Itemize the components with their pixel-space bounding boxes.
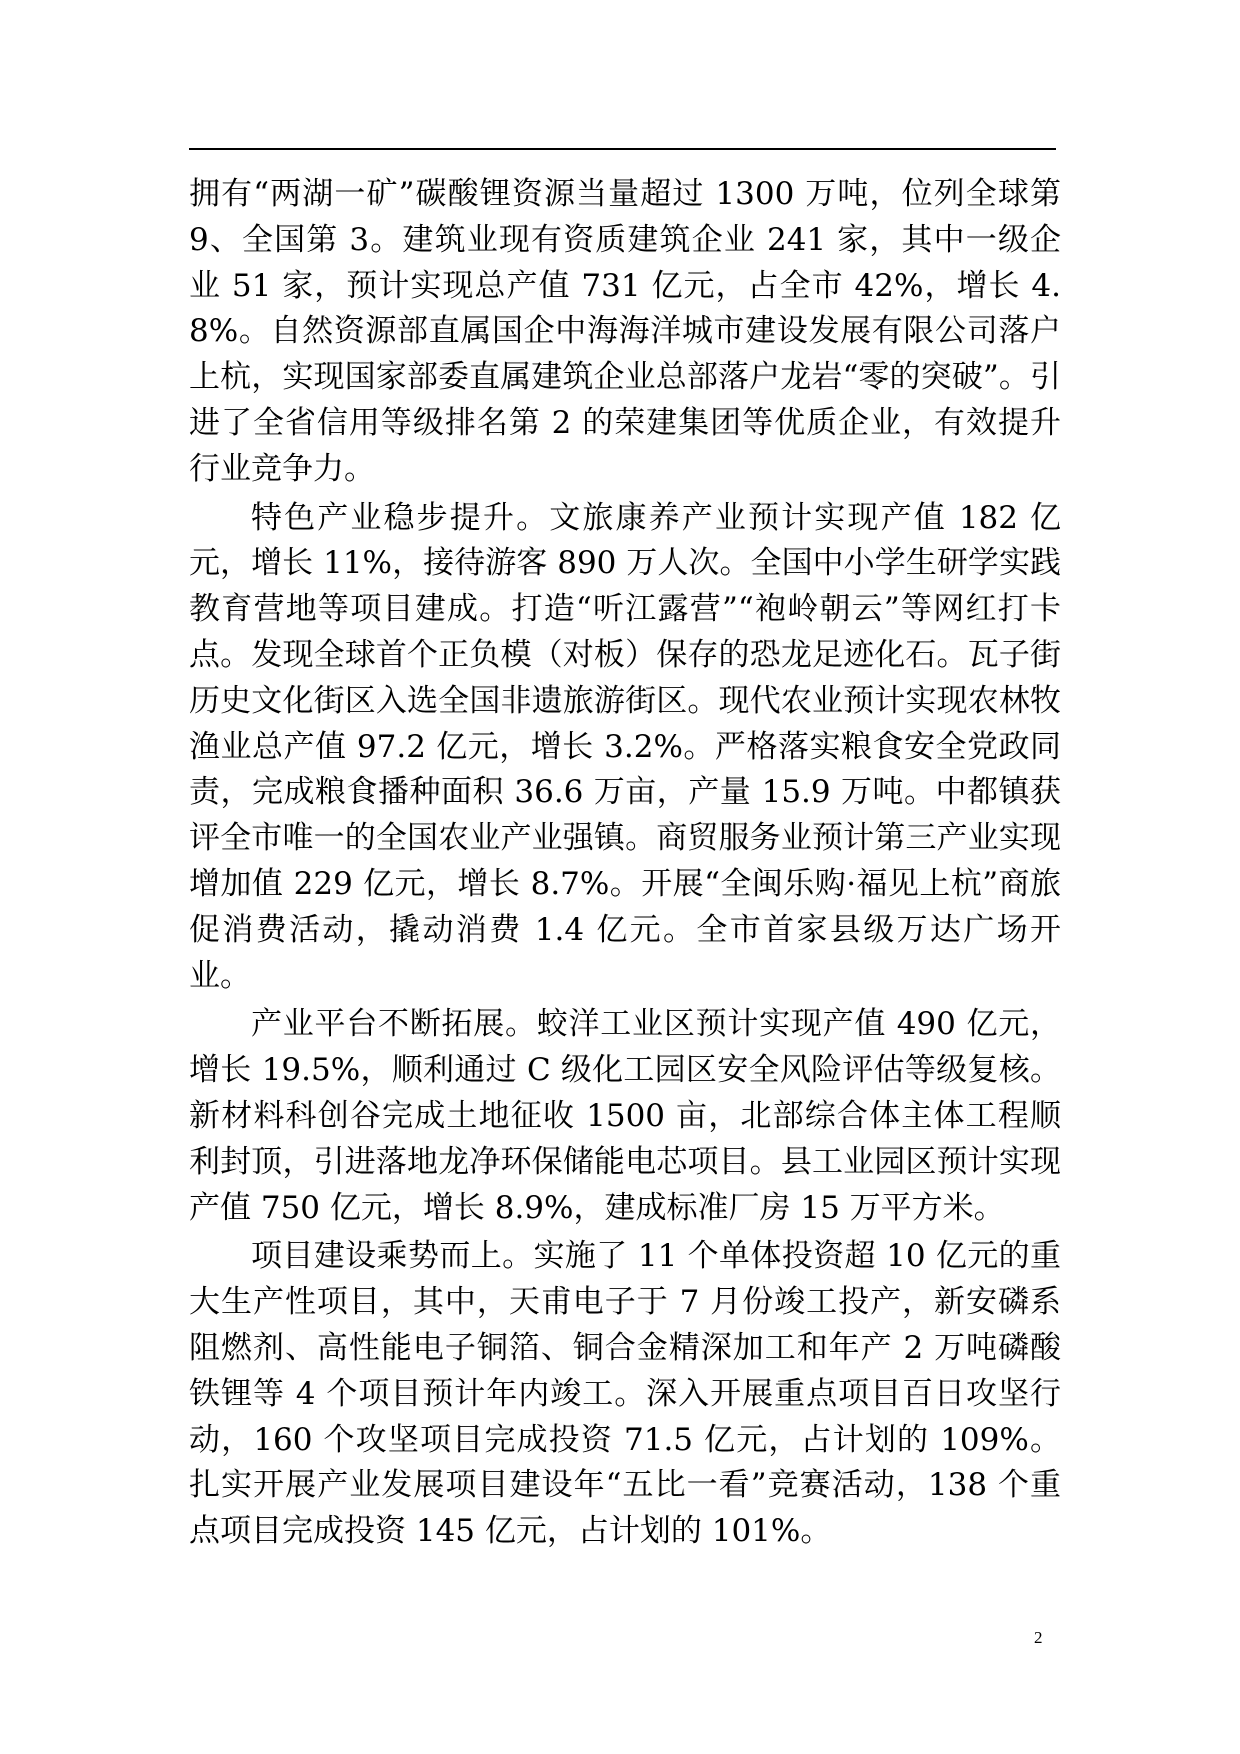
paragraph-industrial-platforms: 产业平台不断拓展。蛟洋工业区预计实现产值 490 亿元，增长 19.5%，顺利通过 C 级化工园区安全风险评估等级复核。新材料科创谷完成土地征收 1500 亩，北部综合体主体工程顺利封顶，引进落地龙净环保储能电芯项目。县工业园区预计实现产值 750 亿元，增长 8.9%，建成标准厂房 15 万平方米。 (189, 1006, 1061, 1226)
page-number: 2 (1034, 1628, 1043, 1647)
paragraph-project-construction: 项目建设乘势而上。实施了 11 个单体投资超 10 亿元的重大生产性项目，其中，天甫电子于 7 月份竣工投产，新安磷系阻燃剂、高性能电子铜箔、铜合金精深加工和年产 2 万吨磷酸铁锂等 4 个项目预计年内竣工。深入开展重点项目百日攻坚行动，160 个攻坚项目完成投资 71.5 亿元，占计划的 109%。扎实开展产业发展项目建设年“五比一看”竞赛活动，138 个重点项目完成投资 145 亿元，占计划的 101%。 (189, 1238, 1061, 1550)
header-rule (189, 148, 1056, 150)
document-body (189, 172, 1061, 1555)
paragraph-continued: 拥有“两湖一矿”碳酸锂资源当量超过 1300 万吨，位列全球第 9、全国第 3。建筑业现有资质建筑企业 241 家，其中一级企业 51 家，预计实现总产值 731 亿元，占全市 42%，增长 4.8%。自然资源部直属国企中海海洋城市建设发展有限公司落户上杭，实现国家部委直属建筑企业总部落户龙岩“零的突破”。引进了全省信用等级排名第 2 的荣建集团等优质企业，有效提升行业竞争力。 (189, 176, 1061, 487)
paragraph-specialty-industries: 特色产业稳步提升。文旅康养产业预计实现产值 182 亿元，增长 11%，接待游客 890 万人次。全国中小学生研学实践教育营地等项目建成。打造“听江露营”“袍岭朝云”等网红打卡点。发现全球首个正负模（对板）保存的恐龙足迹化石。瓦子街历史文化街区入选全国非遗旅游街区。现代农业预计实现农林牧渔业总产值 97.2 亿元，增长 3.2%。严格落实粮食安全党政同责，完成粮食播种面积 36.6 万亩，产量 15.9 万吨。中都镇获评全市唯一的全国农业产业强镇。商贸服务业预计第三产业实现增加值 229 亿元，增长 8.7%。开展“全闽乐购·福见上杭”商旅促消费活动，撬动消费 1.4 亿元。全市首家县级万达广场开业。 (189, 499, 1061, 994)
